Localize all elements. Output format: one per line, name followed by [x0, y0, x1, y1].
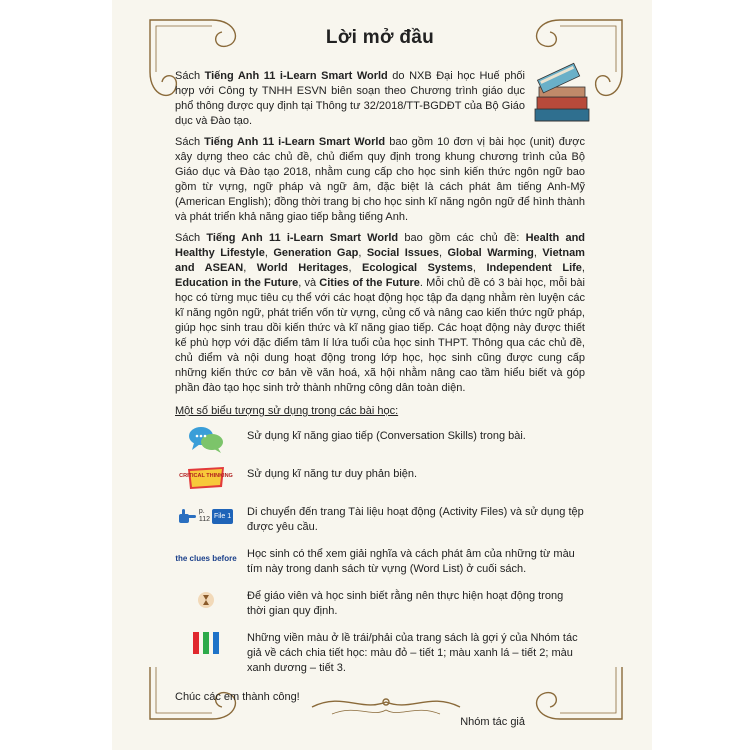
page-title: Lời mở đầu [325, 27, 435, 48]
topic-name: Independent Life [486, 262, 582, 274]
color-bars-icon [175, 627, 237, 657]
critical-thinking-label: CRITICAL THINKING [179, 473, 233, 479]
book-title: Tiếng Anh 11 i-Learn Smart World [204, 70, 388, 82]
legend-title: Một số biểu tượng sử dụng trong các bài học: [175, 405, 399, 417]
intro-paragraph-3: Sách Tiếng Anh 11 i-Learn Smart World bao gồm các chủ đề: Health and Healthy Lifestyle, Generation Gap, Social Issues, Global Warming, Vietnam and ASEAN, World Heritages, Ecological Systems, Independent Life, Education in the Future, và Cities of the Future. Mỗi chủ đề có 3 bài học, mỗi bài học có từng mục tiêu cụ thể với các hoạt động học tập đa dạng nhằm rèn luyện các kĩ năng ngôn ngữ, phát triển vốn từ vựng, củng cố và nâng cao kiến thức ngữ pháp, giúp học sinh trau dồi kiến thức và kĩ năng giao tiếp. Các hoạt động này được thiết kế phù hợp với đặc điểm tâm lí lứa tuổi của học sinh THPT. Thông qua các chủ đề, chủ điểm và nội dung hoạt động trong lớp học, học sinh cũng được cung cấp những kiến thức cơ bản về văn hoá, xã hội nhằm nâng cao tầm hiểu biết và góp phần đào tạo học sinh trở thành những công dân toàn diện. [175, 232, 586, 394]
topic-name: Social Issues [366, 247, 439, 259]
legend-text: Những viền màu ở lề trái/phải của trang sách là gợi ý của Nhóm tác giả về cách chia tiết học: màu đỏ – tiết 1; màu xanh lá – tiết 2; màu xanh dương – tiết 3. [247, 632, 578, 674]
word-list-sample [175, 543, 237, 573]
speech-bubbles-icon [175, 425, 237, 455]
word-list-sample-text: the clues before [175, 553, 237, 563]
closing-line: Chúc các em thành công! [175, 691, 300, 703]
signature: Nhóm tác giả [460, 716, 525, 728]
book-title: Tiếng Anh 11 i-Learn Smart World [204, 136, 386, 148]
page-ref-label: p. [198, 508, 205, 515]
stacked-books-icon [529, 65, 593, 127]
legend-item-word-list [175, 543, 585, 577]
intro-section [175, 69, 585, 129]
hourglass-icon [175, 585, 237, 615]
legend-text: Để giáo viên và học sinh biết rằng nên thực hiện hoạt động trong thời gian quy định. [247, 590, 564, 617]
topic-name: Ecological Systems [362, 262, 473, 274]
topic-list: Health and Healthy Lifestyle, Generation Gap, Social Issues, Global Warming, Vietnam and ASEAN, World Heritages, Ecological Systems, Independent Life, Education in the Future, và Cities of the Future [175, 232, 586, 289]
legend-item-critical-thinking [175, 463, 585, 493]
topic-name: Generation Gap [273, 247, 359, 259]
legend-text: Sử dụng kĩ năng giao tiếp (Conversation Skills) trong bài. [247, 430, 526, 442]
legend-text: Học sinh có thể xem giải nghĩa và cách phát âm của những từ màu tím này trong danh sách từ vựng (Word List) ở cuối sách. [247, 548, 575, 575]
book-title: Tiếng Anh 11 i-Learn Smart World [206, 232, 399, 244]
critical-thinking-icon [175, 463, 237, 493]
legend-item-conversation [175, 425, 585, 455]
topic-name: Vietnam and ASEAN [175, 247, 585, 274]
intro-paragraph-1: Sách Tiếng Anh 11 i-Learn Smart World do NXB Đại học Huế phối hợp với Công ty TNHH ESVN biên soạn theo Chương trình giáo dục phổ thông được quy định tại Thông tư 32/2018/TT-BGDĐT của Bộ Giáo dục và Đào tạo. [175, 70, 525, 127]
file-badge: File 1 [212, 509, 233, 524]
topic-name: Cities of the Future [319, 277, 420, 289]
topic-name: Health and Healthy Lifestyle [175, 232, 586, 259]
page-number: 112 [198, 516, 211, 523]
topic-name: Global Warming [447, 247, 534, 259]
topic-name: Education in the Future [175, 277, 299, 289]
preface-content [175, 27, 586, 730]
legend-item-color-bars [175, 627, 585, 676]
pointing-hand-icon [179, 508, 197, 524]
legend-text: Sử dụng kĩ năng tư duy phản biện. [247, 468, 418, 480]
legend-item-timer [175, 585, 585, 619]
legend-item-activity-files [175, 501, 585, 535]
topic-name: World Heritages [256, 262, 349, 274]
file-pointer-icon [175, 501, 237, 531]
legend-text: Di chuyển đến trang Tài liệu hoạt động (Activity Files) và sử dụng tệp được yêu cầu. [247, 506, 584, 533]
intro-paragraph-2: Sách Tiếng Anh 11 i-Learn Smart World bao gồm 10 đơn vị bài học (unit) được xây dựng theo các chủ đề, chủ điểm quy định trong khung chương trình của Bộ Giáo dục và Đào tạo 2018, nhằm cung cấp cho học sinh kiến thức ngôn ngữ bao gồm từ vựng, ngữ pháp và ngữ âm, đặc biệt là cách phát âm tiếng Anh-Mỹ (American English); đồng thời trang bị cho học sinh kĩ năng ngôn ngữ để hình thành và phát triển khả năng giao tiếp bằng tiếng Anh. [175, 136, 585, 223]
